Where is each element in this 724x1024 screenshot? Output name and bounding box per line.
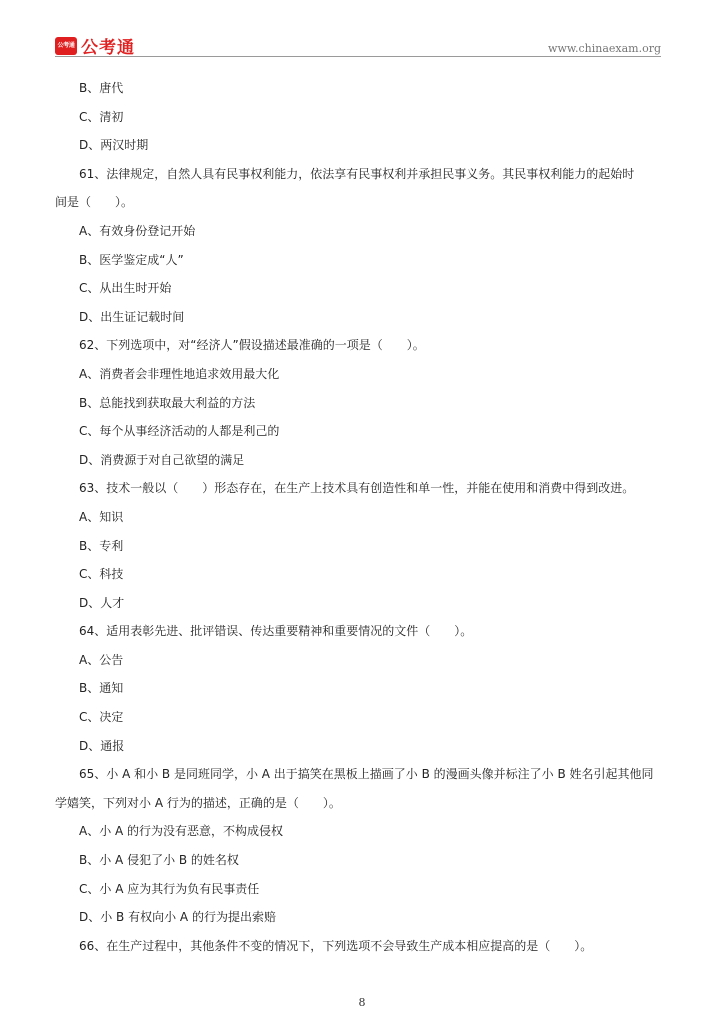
- answer-option: C、小 A 应为其行为负有民事责任: [79, 881, 260, 896]
- answer-option: B、总能找到获取最大利益的方法: [79, 395, 256, 410]
- answer-option: C、从出生时开始: [79, 281, 172, 296]
- brand-logo: [55, 33, 135, 58]
- answer-option: C、决定: [79, 710, 124, 725]
- answer-option: B、通知: [79, 681, 124, 696]
- site-url: www.chinaexam.org: [548, 42, 661, 55]
- page-header: [0, 0, 724, 60]
- answer-option: D、通报: [79, 738, 125, 753]
- header-divider: [55, 56, 661, 57]
- question-text: 63、技术一般以（ ）形态存在，在生产上技术具有创造性和单一性，并能在使用和消费中得到改进。: [79, 481, 635, 496]
- answer-option: C、每个从事经济活动的人都是利己的: [79, 424, 280, 439]
- logo-text: 公考通: [81, 38, 135, 58]
- question-text: 65、小 A 和小 B 是同班同学，小 A 出于搞笑在黑板上描画了小 B 的漫画头像并标注了小 B 姓名引起其他同: [79, 767, 654, 782]
- answer-option: A、消费者会非理性地追求效用最大化: [79, 366, 280, 381]
- answer-option: A、知识: [79, 509, 124, 524]
- page-number: 8: [358, 996, 366, 1009]
- question-text: 64、适用表彰先进、批评错误、传达重要精神和重要情况的文件（ ）。: [79, 624, 473, 639]
- answer-option: B、唐代: [79, 81, 124, 95]
- question-content: [55, 74, 665, 960]
- answer-option: B、专利: [79, 538, 124, 553]
- answer-option: C、科技: [79, 567, 124, 582]
- question-text: 61、法律规定，自然人具有民事权利能力，依法享有民事权利并承担民事义务。其民事权利能力的起始时: [79, 166, 635, 181]
- logo-badge-icon: 公考通: [55, 37, 77, 55]
- answer-option: A、有效身份登记开始: [79, 223, 196, 238]
- answer-option: D、小 B 有权向小 A 的行为提出索赔: [79, 910, 276, 925]
- answer-option: B、小 A 侵犯了小 B 的姓名权: [79, 853, 239, 868]
- answer-option: A、小 A 的行为没有恶意，不构成侵权: [79, 824, 284, 839]
- question-text: 62、下列选项中，对“经济人”假设描述最准确的一项是（ ）。: [79, 338, 425, 353]
- question-text-continued: 学嬉笑，下列对小 A 行为的描述，正确的是（ ）。: [55, 795, 341, 810]
- answer-option: D、出生证记载时间: [79, 309, 185, 324]
- answer-option: D、消费源于对自己欲望的满足: [79, 452, 245, 467]
- answer-option: B、医学鉴定成“人”: [79, 252, 184, 267]
- answer-option: C、清初: [79, 109, 124, 124]
- answer-option: D、人才: [79, 595, 125, 610]
- answer-option: D、两汉时期: [79, 138, 149, 153]
- question-text: 66、在生产过程中，其他条件不变的情况下，下列选项不会导致生产成本相应提高的是（ ）。: [79, 938, 593, 953]
- question-text-continued: 间是（ ）。: [55, 195, 134, 210]
- answer-option: A、公告: [79, 652, 124, 667]
